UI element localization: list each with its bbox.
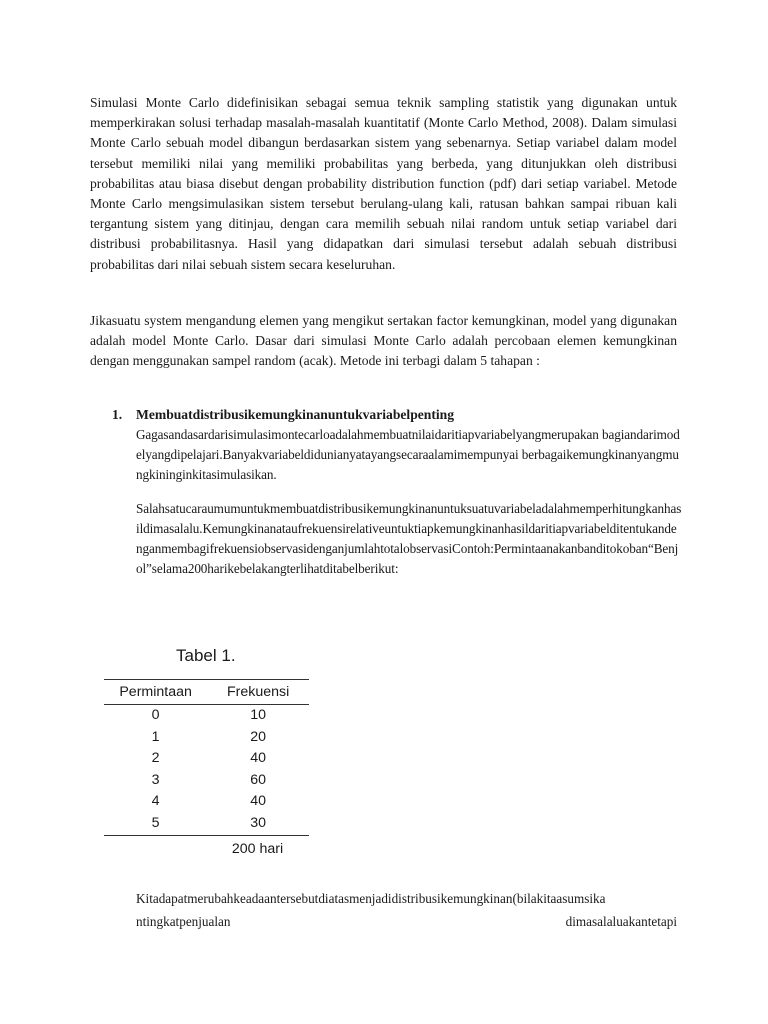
- closing-paragraph: [136, 887, 677, 933]
- closing-line-2-left: ntingkatpenjualan: [136, 914, 231, 929]
- table-cell: 10: [250, 707, 267, 723]
- table-cell: 3: [151, 771, 160, 788]
- table-cell: 40: [250, 793, 267, 810]
- closing-line-2: [136, 910, 677, 933]
- closing-line-1: Kitadapatmerubahkeadaantersebutdiatasmenjadidistribusikemungkinan(bilakitaasumsika: [136, 891, 606, 906]
- table-cell: 40: [250, 750, 267, 767]
- table-header-row: [104, 680, 309, 705]
- closing-line-2-right: dimasalaluakantetapi: [565, 914, 677, 929]
- table-cell: 1: [151, 728, 160, 745]
- list-heading-text: Membuatdistribusikemungkinanuntukvariabelpenting: [136, 407, 455, 422]
- frequency-table: [104, 679, 309, 836]
- table-row: [104, 705, 309, 727]
- table-row: [104, 813, 309, 835]
- second-paragraph: Jikasuatu system mengandung elemen yang mengikut sertakan factor kemungkinan, model yang digunakan adalah model Monte Carlo. Dasar dari simulasi Monte Carlo adalah percobaan elemen kemungkinan dengan menggunakan sampel random (acak). Metode ini terbagi dalam 5 tahapan :: [90, 313, 677, 369]
- table-total: 200 hari: [231, 840, 284, 857]
- table-cell: 30: [250, 814, 267, 831]
- list-item-heading: [112, 405, 682, 425]
- header-permintaan: Permintaan: [119, 684, 192, 700]
- table-row: [104, 791, 309, 813]
- table-cell: 4: [151, 793, 160, 810]
- frequency-table-block: [104, 643, 309, 860]
- table-row: [104, 727, 309, 749]
- table-cell: 20: [250, 728, 267, 745]
- header-frekuensi: Frekuensi: [226, 684, 290, 700]
- table-cell: 60: [250, 771, 267, 788]
- table-row: [104, 770, 309, 792]
- table-row: [104, 748, 309, 770]
- table-cell: 5: [151, 814, 160, 831]
- intro-paragraph: Simulasi Monte Carlo didefinisikan sebagai semua teknik sampling statistik yang digunakan untuk memperkirakan solusi terhadap masalah-masalah kuantitatif (Monte Carlo Method, 2008). Dalam simulasi Monte Carlo sebuah model dibangun berdasarkan sistem yang sebenarnya. Setiap variabel dalam model tersebut memiliki nilai yang memiliki probabilitas yang berbeda, yang ditunjukkan oleh distribusi probabilitas atau biasa disebut dengan probability distribution function (pdf) dari setiap variabel. Metode Monte Carlo mengsimulasikan sistem tersebut berulang-ulang kali, ratusan bahkan sampai ribuan kali tergantung sistem yang ditinjau, dengan cara memilih sebuah nilai random untuk setiap variabel dari distribusi probabilitasnya. Hasil yang didapatkan dari simulasi tersebut adalah sebuah distribusi probabilitas dari nilai sebuah sistem secara keseluruhan.: [90, 95, 677, 272]
- table-cell: 0: [151, 707, 160, 723]
- list-sub-paragraph-2: Salahsatucaraumumuntukmembuatdistribusikemungkinanuntuksuatuvariabeladalahmemperhitungkanhasildimasalalu.KemungkinanataufrekuensirelativeuntuktiapkemungkinanhasildaritiapvariabelditentukandenganmembagifrekuensiobservasidenganjumlahtotalobservasiContoh:Permintaanakanbanditokoban“Benjol”selama200harikebelakangterlihatditabelberikut:: [136, 500, 682, 577]
- list-number: 1.: [112, 407, 123, 422]
- table-cell: 2: [151, 750, 160, 767]
- list-sub-paragraph-1: Gagasandasardarisimulasimontecarloadalahmembuatnilaidaritiapvariabelyangmerupakan bagiandarimodelyangdipelajari.Banyakvariabeldidunianyatayangsecaraalamimempunyai berbagaikemungkinanyangmungkininginkitasimulasikan.: [136, 427, 680, 483]
- steps-list: [112, 405, 682, 579]
- table-caption: Tabel 1.: [176, 646, 236, 665]
